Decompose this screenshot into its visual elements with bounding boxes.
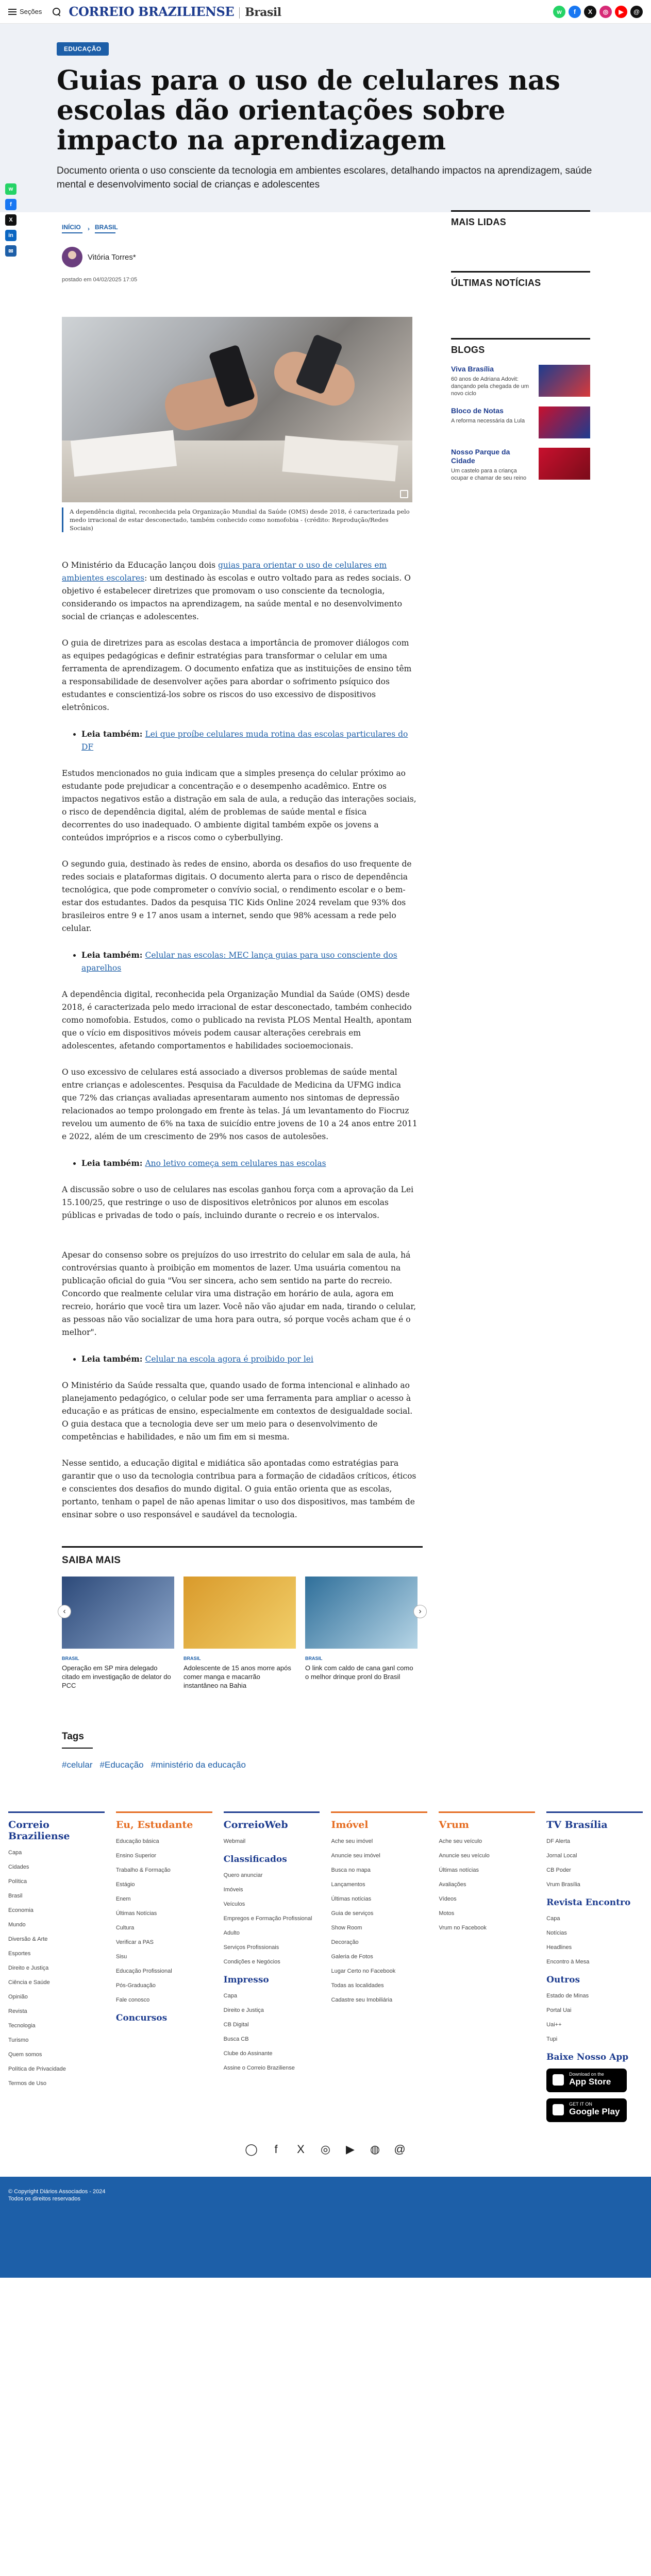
footer-link[interactable]: Avaliações bbox=[439, 1882, 466, 1888]
paragraph: Apesar do consenso sobre os prejuízos do uso irrestrito do celular em sala de aula, há controvérsias quanto à proibição em momentos de lazer. Uma usuária comentou na publicação oficial do guia "Vou ser sincera, acho sem sentido na parte do recreio. Concordo que realmente celular vira uma distração em horário de aula, agora em recreio, horário que você tira um lazer. Você não vão ajudar em nada, tirando o celular, as pessoas não vão socializar de uma hora para outra, só porque vocês acham que é o melhor". bbox=[62, 1250, 416, 1337]
footer-link[interactable]: Anuncie seu veículo bbox=[439, 1853, 490, 1859]
footer-column bbox=[224, 1811, 320, 2122]
article-subtitle: Documento orienta o uso consciente da tecnologia em ambientes escolares, detalhando impactos na aprendizagem, saúde mental e desenvolvimento social de crianças e adolescentes bbox=[57, 165, 592, 190]
footer-link[interactable]: Educação Profissional bbox=[115, 1968, 172, 1974]
footer-link[interactable]: Guia de serviços bbox=[331, 1910, 374, 1917]
blog-name: Bloco de Notas bbox=[451, 406, 504, 415]
search-icon[interactable] bbox=[52, 7, 61, 16]
footer-link[interactable]: Estágio bbox=[115, 1882, 135, 1888]
footer-link[interactable]: Uai++ bbox=[546, 2022, 562, 2028]
paragraph: O guia de diretrizes para as escolas destaca a importância de promover diálogos com as equipes pedagógicas e definir estratégias para transformar o celular em uma ferramenta de aprendizagem. O documento enfatiza que as instituições de ensino têm a responsabilidade de desenvolver ações para abordar o sofrimento psíquico dos estudantes e conscientizá-los sobre os riscos do uso excessivo de dispositivos eletrônicos. bbox=[62, 638, 412, 712]
saiba-mais-section bbox=[62, 1546, 423, 1690]
saiba-mais-title: SAIBA MAIS bbox=[62, 1555, 121, 1566]
ultimas-noticias-title: ÚLTIMAS NOTÍCIAS bbox=[451, 271, 590, 289]
article-photo[interactable] bbox=[62, 317, 412, 502]
sections-menu-button[interactable] bbox=[8, 8, 42, 15]
footer-link[interactable]: Clube do Assinante bbox=[223, 2050, 273, 2057]
whatsapp-icon[interactable]: ◯ bbox=[245, 2143, 258, 2156]
blog-description: A reforma necessária da Lula bbox=[451, 418, 525, 424]
read-also-link[interactable]: Ano letivo começa sem celulares nas escolas bbox=[145, 1159, 326, 1168]
news-card-title: Operação em SP mira delegado citado em investigação de delator do PCC bbox=[62, 1664, 171, 1689]
paragraph: O segundo guia, destinado às redes de ensino, aborda os desafios do uso frequente de redes sociais e plataformas digitais. O documento alerta para o risco de dependência tecnológica, que pode comprometer o convívio social, o rendimento escolar e o bem-estar dos estudantes. Dados da pesquisa TIC Kids Online 2024 revelam que 93% dos brasileiros entre 9 e 17 anos usam a internet, sendo que 98% acessam a rede pelo celular. bbox=[62, 859, 412, 933]
footer-column bbox=[8, 1811, 105, 2122]
footer-link[interactable]: Portal Uai bbox=[546, 2007, 572, 2013]
footer-subtitle[interactable]: Outros bbox=[546, 1975, 580, 1985]
footer-link[interactable]: Veículos bbox=[223, 1901, 245, 1907]
footer-link[interactable]: Direito e Justiça bbox=[8, 1965, 49, 1971]
section-name: Brasil bbox=[245, 6, 281, 19]
footer-link[interactable]: DF Alerta bbox=[546, 1838, 571, 1844]
news-card[interactable] bbox=[305, 1577, 418, 1690]
article-main bbox=[62, 212, 423, 1770]
instagram-icon[interactable]: ◎ bbox=[320, 2143, 331, 2156]
news-card-category: BRASIL bbox=[183, 1656, 201, 1661]
footer-link[interactable]: Motos bbox=[439, 1910, 455, 1917]
paragraph: A dependência digital, reconhecida pela Organização Mundial da Saúde (OMS) desde 2018, é caracterizada pelo medo irracional de estar desconectado, também conhecido como nomofobia. Estudos, como o publicado na revista PLOS Mental Health, apontam que o vício em dispositivos móveis podem causar alterações cerebrais em adolescentes, afetando comportamentos e habilidades socioemocionais. bbox=[62, 990, 412, 1050]
footer-link[interactable]: Cidades bbox=[8, 1864, 29, 1870]
footer-link[interactable]: Notícias bbox=[546, 1930, 567, 1936]
footer-link[interactable]: CB Digital bbox=[223, 2022, 249, 2028]
author-name[interactable]: Vitória Torres* bbox=[88, 252, 136, 262]
read-also-link[interactable]: Lei que proíbe celulares muda rotina das escolas particulares do DF bbox=[81, 730, 408, 752]
paragraph: O Ministério da Saúde ressalta que, quando usado de forma intencional e alinhado ao planejamento pedagógico, o celular pode ser uma ferramenta para ampliar o acesso à educação e as práticas de ensino, especialmente em contextos de desigualdade social. O guia destaca que a tecnologia deve ser um meio para o desenvolvimento de competências e habilidades, e não um fim em si mesma. bbox=[62, 1381, 413, 1442]
footer-link[interactable]: Turismo bbox=[8, 2037, 29, 2043]
footer-link[interactable]: Economia bbox=[8, 1907, 34, 1913]
x-share-icon[interactable]: X bbox=[5, 214, 16, 226]
carousel-next-icon[interactable]: › bbox=[413, 1605, 427, 1618]
footer-link[interactable]: Vrum no Facebook bbox=[439, 1925, 487, 1931]
x-icon[interactable]: X bbox=[584, 6, 596, 18]
facebook-icon[interactable]: f bbox=[274, 2143, 278, 2156]
copyright-text: © Copyright Diários Associados - 2024 bbox=[8, 2189, 106, 2195]
breadcrumb-home[interactable]: INÍCIO bbox=[62, 224, 81, 231]
paragraph: Estudos mencionados no guia indicam que a simples presença do celular próximo ao estudante pode prejudicar a concentração e o desempenho acadêmico. Entre os impactos negativos estão a distração em sala de aula, a redução das interações sociais, o risco de dependência digital, além de problemas de saúde mental e física decorrentes do uso inadequado. O ambiente digital também expõe os jovens a conteúdos impróprios e a riscos como o cyberbullying. bbox=[62, 769, 416, 842]
footer-link[interactable]: Política bbox=[8, 1878, 27, 1885]
x-icon[interactable]: X bbox=[297, 2143, 305, 2156]
footer-link[interactable]: Opinião bbox=[8, 1994, 28, 2000]
footer-link[interactable]: Capa bbox=[223, 1993, 237, 1999]
mais-lidas-title: MAIS LIDAS bbox=[451, 210, 590, 228]
footer-column-title[interactable]: Vrum bbox=[439, 1811, 535, 1831]
read-also-item: • Leia também: Celular nas escolas: MEC lança guias para uso consciente dos aparelhos bbox=[81, 948, 416, 975]
footer-link[interactable]: Anuncie seu imóvel bbox=[331, 1853, 380, 1859]
tag-list bbox=[62, 1760, 423, 1770]
footer-link[interactable]: Termos de Uso bbox=[8, 2080, 46, 2087]
read-also-item: • Leia também: Lei que proíbe celulares muda rotina das escolas particulares do DF bbox=[81, 727, 416, 754]
read-also-link[interactable]: Celular nas escolas: MEC lança guias para uso consciente dos aparelhos bbox=[81, 951, 397, 973]
footer-column-title[interactable]: CorreioWeb bbox=[224, 1811, 320, 1831]
footer-link[interactable]: Cadastre seu Imobiliária bbox=[331, 1997, 393, 2003]
author-avatar bbox=[62, 247, 82, 267]
footer-link[interactable]: CB Poder bbox=[546, 1867, 571, 1873]
footer-link[interactable]: Webmail bbox=[223, 1838, 246, 1844]
footer-subtitle[interactable]: Baixe Nosso App bbox=[546, 2052, 629, 2062]
posted-date: postado em 04/02/2025 17:05 bbox=[62, 277, 138, 283]
news-card-image bbox=[183, 1577, 296, 1649]
footer-link[interactable]: Trabalho & Formação bbox=[115, 1867, 171, 1873]
footer-link[interactable]: Lançamentos bbox=[331, 1882, 365, 1888]
footer-link[interactable]: Ache seu imóvel bbox=[331, 1838, 373, 1844]
paragraph: A discussão sobre o uso de celulares nas escolas ganhou força com a aprovação da Lei 15.100/25, que restringe o uso de dispositivos eletrônicos por alunos em escolas públicas e privadas de todo o país, incluindo durante o recreio e os intervalos. bbox=[62, 1185, 414, 1220]
footer-link[interactable]: Brasil bbox=[8, 1893, 23, 1899]
copyright-bar bbox=[0, 2177, 651, 2278]
footer-link[interactable]: Revista bbox=[8, 2008, 27, 2014]
footer-column bbox=[546, 1811, 643, 2122]
whatsapp-icon[interactable]: w bbox=[553, 6, 565, 18]
site-footer bbox=[0, 1811, 651, 2122]
google-play-badge[interactable]: GET IT ON Google Play bbox=[546, 2098, 627, 2122]
blog-name: Viva Brasília bbox=[451, 365, 494, 373]
tags-title: Tags bbox=[62, 1731, 93, 1749]
photo-caption: A dependência digital, reconhecida pela Organização Mundial da Saúde (OMS) desde 2018, é caracterizada pelo medo irracional de estar desconectado, também conhecido como nomofobia - (crédito: Reprodução/Redes Sociais) bbox=[62, 507, 412, 532]
footer-link[interactable]: Assine o Correio Braziliense bbox=[223, 2065, 295, 2071]
breadcrumb-section[interactable]: BRASIL bbox=[95, 224, 118, 231]
footer-link[interactable]: Últimas notícias bbox=[331, 1896, 372, 1902]
footer-link[interactable]: Encontro à Mesa bbox=[546, 1959, 590, 1965]
footer-column-title[interactable]: TV Brasília bbox=[546, 1811, 643, 1831]
tag-link[interactable]: #ministério da educação bbox=[151, 1760, 246, 1770]
footer-link[interactable]: Sisu bbox=[115, 1954, 127, 1960]
footer-link[interactable]: Condições e Negócios bbox=[223, 1959, 280, 1965]
footer-link[interactable]: Capa bbox=[546, 1916, 560, 1922]
blog-thumbnail bbox=[539, 365, 590, 397]
footer-subtitle[interactable]: Classificados bbox=[223, 1854, 287, 1865]
sidebar bbox=[451, 35, 590, 482]
footer-link[interactable]: Headlines bbox=[546, 1944, 572, 1951]
footer-link[interactable]: Serviços Profissionais bbox=[223, 1944, 279, 1951]
footer-link[interactable]: Últimas notícias bbox=[439, 1867, 479, 1873]
header-social-links bbox=[553, 6, 643, 18]
blog-thumbnail bbox=[539, 406, 590, 438]
news-card[interactable] bbox=[183, 1577, 296, 1690]
rights-text: Todos os direitos reservados bbox=[8, 2196, 81, 2202]
news-card-title: Adolescente de 15 anos morre após comer manga e macarrão instantâneo na Bahia bbox=[183, 1664, 291, 1689]
article-body bbox=[62, 559, 423, 1521]
blogs-list bbox=[451, 365, 590, 482]
footer-link[interactable]: Enem bbox=[115, 1896, 131, 1902]
paragraph: O uso excessivo de celulares está associado a diversos problemas de saúde mental entre crianças e adolescentes. Pesquisa da Faculdade de Medicina da UFMG indica que 72% das crianças avaliadas apresentaram aumento nos sintomas de depressão relacionados ao tempo prolongado em frente às telas. Já um levantamento do Fiocruz revelou um aumento de 6% na taxa de suicídio entre jovens de 10 a 24 anos entre 2011 e 2022, além de um crescimento de 29% nos casos de autolesões. bbox=[62, 1067, 418, 1141]
footer-link[interactable]: Estado de Minas bbox=[546, 1993, 589, 1999]
logo-text: CORREIO BRAZILIENSE bbox=[69, 4, 235, 19]
footer-link[interactable]: Empregos e Formação Profissional bbox=[223, 1916, 312, 1922]
expand-icon[interactable] bbox=[400, 490, 408, 498]
footer-link[interactable]: Tecnologia bbox=[8, 2023, 36, 2029]
footer-link[interactable]: Ciência e Saúde bbox=[8, 1979, 50, 1986]
footer-column bbox=[116, 1811, 212, 2122]
footer-link[interactable]: Mundo bbox=[8, 1922, 26, 1928]
footer-link[interactable]: Vrum Brasília bbox=[546, 1882, 580, 1888]
news-card-image bbox=[62, 1577, 174, 1649]
saiba-mais-carousel bbox=[62, 1577, 423, 1690]
news-card-category: BRASIL bbox=[62, 1656, 79, 1661]
footer-link[interactable]: Tupi bbox=[546, 2036, 558, 2042]
footer-link[interactable]: Educação básica bbox=[115, 1838, 159, 1844]
top-bar bbox=[0, 0, 651, 24]
footer-column-title[interactable]: Eu, Estudante bbox=[116, 1811, 212, 1831]
footer-social-links bbox=[0, 2143, 651, 2156]
footer-link[interactable]: Ache seu veículo bbox=[439, 1838, 482, 1844]
breadcrumb bbox=[62, 224, 423, 233]
tag-link[interactable]: #celular bbox=[62, 1760, 93, 1770]
news-card[interactable] bbox=[62, 1577, 174, 1690]
podcast-icon[interactable]: ◍ bbox=[370, 2143, 380, 2156]
comment-share-icon[interactable]: ✉ bbox=[5, 245, 16, 257]
whatsapp-share-icon[interactable]: w bbox=[5, 183, 16, 195]
footer-link[interactable]: Últimas Notícias bbox=[115, 1910, 157, 1917]
blog-item[interactable] bbox=[451, 365, 590, 397]
footer-link[interactable]: Cultura bbox=[115, 1925, 135, 1931]
chevron-right-icon: › bbox=[88, 225, 90, 232]
facebook-icon[interactable]: f bbox=[569, 6, 581, 18]
footer-subtitle[interactable]: Concursos bbox=[115, 2013, 168, 2023]
footer-link[interactable]: Todas as localidades bbox=[331, 1982, 384, 1989]
footer-subtitle[interactable]: Revista Encontro bbox=[546, 1897, 631, 1908]
paragraph: Nesse sentido, a educação digital e midiática são apontadas como estratégias para garantir que o uso da tecnologia contribua para a formação de cidadãos críticos, éticos e conscientes dos desafios do mundo digital. O guia então orienta que as escolas, portanto, tenham o papel de não apenas limitar o uso dos dispositivos, mas também de ensinar sobre o uso responsável e saudável da tecnologia. bbox=[62, 1459, 416, 1519]
blog-item[interactable] bbox=[451, 406, 590, 438]
footer-link[interactable]: Lugar Certo no Facebook bbox=[331, 1968, 396, 1974]
footer-subtitle[interactable]: Impresso bbox=[223, 1975, 269, 1985]
footer-link[interactable]: Verificar a PAS bbox=[115, 1939, 154, 1945]
share-sidebar bbox=[5, 183, 16, 257]
sections-menu-label: Seções bbox=[20, 8, 42, 15]
category-tag[interactable]: EDUCAÇÃO bbox=[57, 42, 109, 56]
hamburger-icon bbox=[8, 9, 16, 15]
blog-description: Um castelo para a criança ocupar e chamar de seu reino bbox=[451, 468, 527, 481]
footer-link[interactable]: Quem somos bbox=[8, 2052, 42, 2058]
footer-link[interactable]: Pós-Graduação bbox=[115, 1982, 156, 1989]
carousel-prev-icon[interactable]: ‹ bbox=[58, 1605, 71, 1618]
threads-icon[interactable]: @ bbox=[630, 6, 643, 18]
blogs-title: BLOGS bbox=[451, 338, 590, 355]
footer-link[interactable]: Fale conosco bbox=[115, 1997, 150, 2003]
read-also-item: • Leia também: Ano letivo começa sem celulares nas escolas bbox=[81, 1157, 416, 1170]
footer-link[interactable]: Adulto bbox=[223, 1930, 240, 1936]
tag-link[interactable]: #Educação bbox=[99, 1760, 144, 1770]
inline-link[interactable]: guias para orientar o uso de celulares em ambientes escolares bbox=[62, 561, 387, 583]
footer-link[interactable]: Galeria de Fotos bbox=[331, 1954, 373, 1960]
article-title: Guias para o uso de celulares nas escolas dão orientações sobre impacto na aprendizagem bbox=[57, 65, 560, 156]
threads-icon[interactable]: @ bbox=[394, 2143, 406, 2156]
footer-link[interactable]: Imóveis bbox=[223, 1887, 243, 1893]
footer-link[interactable]: Show Room bbox=[331, 1925, 362, 1931]
read-also-link[interactable]: Celular na escola agora é proibido por lei bbox=[145, 1354, 313, 1364]
footer-column bbox=[439, 1811, 535, 2122]
footer-link[interactable]: Política de Privacidade bbox=[8, 2066, 66, 2072]
footer-column bbox=[331, 1811, 427, 2122]
app-store-badge[interactable]: Download on the App Store bbox=[546, 2069, 627, 2092]
footer-column-title[interactable]: Imóvel bbox=[331, 1811, 427, 1831]
footer-link[interactable]: Jornal Local bbox=[546, 1853, 577, 1859]
blog-description: 60 anos de Adriana Adovit: dançando pela chegada de um novo ciclo bbox=[451, 376, 529, 397]
footer-column-title[interactable]: Correio Braziliense bbox=[8, 1811, 105, 1842]
youtube-icon[interactable]: ▶ bbox=[615, 6, 627, 18]
footer-link[interactable]: Busca no mapa bbox=[331, 1867, 371, 1873]
author-block bbox=[62, 247, 423, 267]
tags-section bbox=[62, 1731, 423, 1770]
footer-link[interactable]: Direito e Justiça bbox=[223, 2007, 264, 2013]
news-card-title: O link com caldo de cana ganl como o melhor drinque pronl do Brasil bbox=[305, 1664, 413, 1681]
footer-link[interactable]: Busca CB bbox=[223, 2036, 249, 2042]
footer-link[interactable]: Capa bbox=[8, 1850, 22, 1856]
footer-link[interactable]: Decoração bbox=[331, 1939, 359, 1945]
read-also-item: • Leia também: Celular na escola agora é proibido por lei bbox=[81, 1352, 416, 1366]
blog-name: Nosso Parque da Cidade bbox=[451, 448, 510, 465]
youtube-icon[interactable]: ▶ bbox=[346, 2143, 355, 2156]
blog-thumbnail bbox=[539, 448, 590, 480]
footer-link[interactable]: Diversão & Arte bbox=[8, 1936, 48, 1942]
news-card-category: BRASIL bbox=[305, 1656, 323, 1661]
footer-link[interactable]: Ensino Superior bbox=[115, 1853, 157, 1859]
linkedin-share-icon[interactable]: in bbox=[5, 230, 16, 241]
news-card-image bbox=[305, 1577, 418, 1649]
blog-item[interactable] bbox=[451, 448, 590, 482]
site-logo[interactable] bbox=[69, 4, 281, 19]
paragraph: O Ministério da Educação lançou dois guias para orientar o uso de celulares em ambientes escolares: um destinado às escolas e outro voltado para as redes sociais. O objetivo é estabelecer diretrizes que promovam o uso consciente da tecnologia, considerando os impactos na aprendizagem, na saúde mental e no desenvolvimento social de crianças e adolescentes. bbox=[62, 561, 411, 621]
footer-link[interactable]: Quero anunciar bbox=[223, 1872, 263, 1878]
footer-link[interactable]: Vídeos bbox=[439, 1896, 457, 1902]
footer-link[interactable]: Esportes bbox=[8, 1951, 31, 1957]
instagram-icon[interactable]: ◎ bbox=[599, 6, 612, 18]
facebook-share-icon[interactable]: f bbox=[5, 199, 16, 210]
